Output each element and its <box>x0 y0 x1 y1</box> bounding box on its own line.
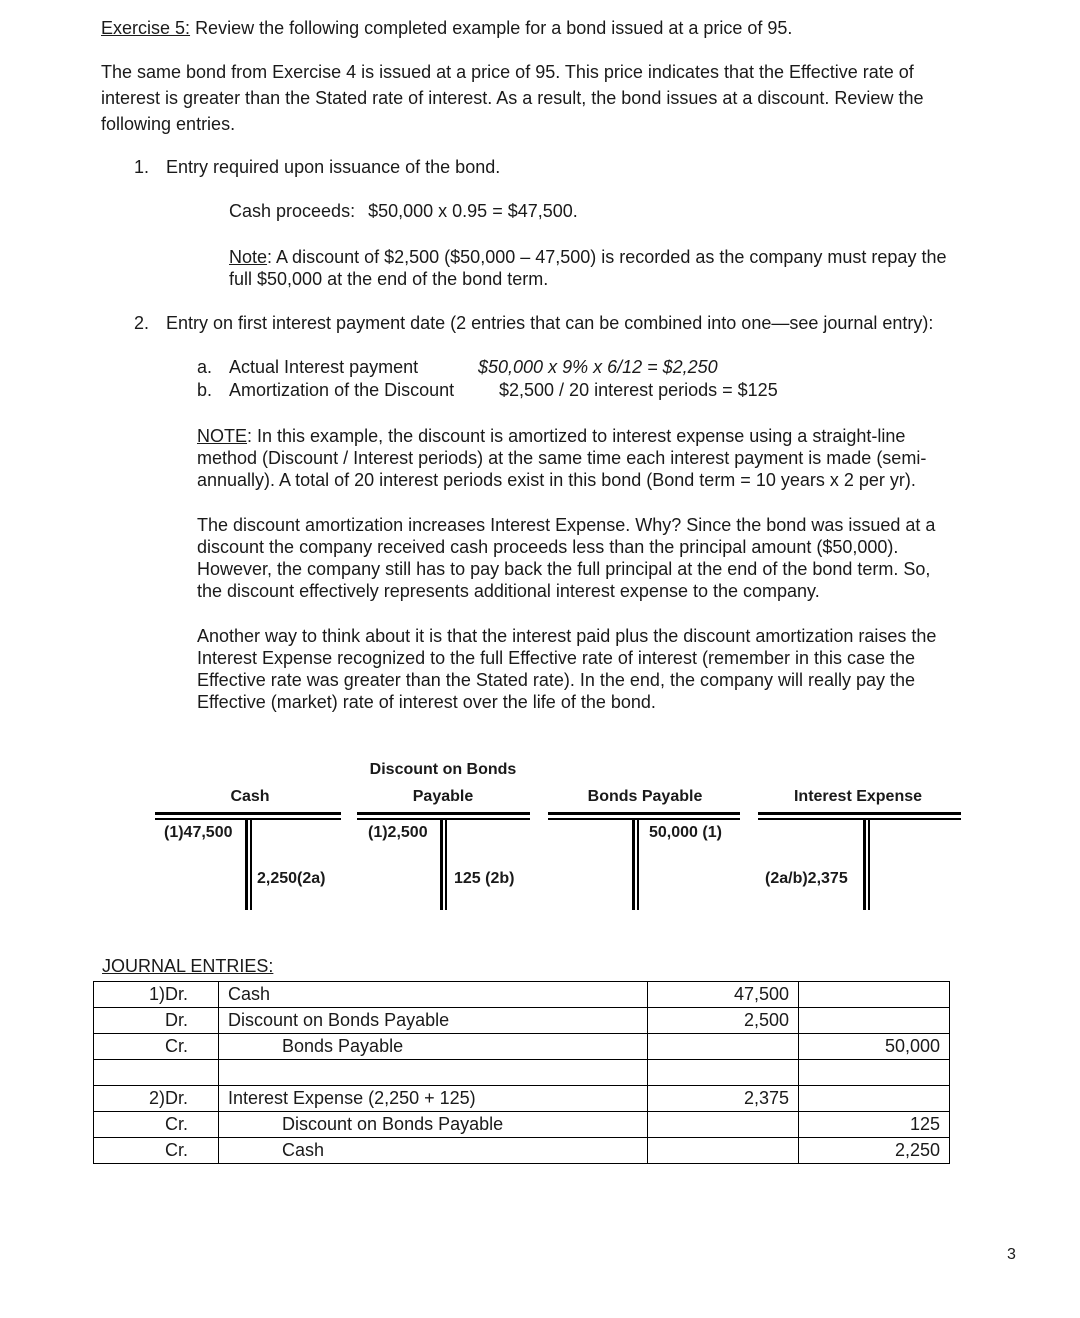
t-account-bonds-title: Bonds Payable <box>587 788 703 805</box>
journal-table <box>93 981 950 1164</box>
effective-rate-line2: Interest Expense recognized to the full Effective rate of interest (remember in this case the <box>197 648 916 668</box>
step2-b <box>197 380 454 401</box>
journal-entry-type: Cr. <box>94 1112 219 1138</box>
cash-proceeds <box>229 201 578 222</box>
discount-explanation-line3: However, the company still has to pay back the full principal at the end of the bond term. So, <box>197 559 931 579</box>
t-account-interest-divider <box>863 818 866 910</box>
effective-rate-line1: Another way to think about it is that the interest paid plus the discount amortization raises the <box>197 626 937 646</box>
step2-a-text: Actual Interest payment <box>229 357 419 377</box>
cash-proceeds-calc: $50,000 x 0.95 = $47,500. <box>368 201 578 221</box>
t-account-cash-debit: (1)47,500 <box>164 824 233 841</box>
journal-debit <box>648 1034 799 1060</box>
t-account-interest-title: Interest Expense <box>793 788 923 805</box>
t-account-cash-title: Cash <box>230 788 270 805</box>
step2-b-calc: $2,500 / 20 interest periods = $125 <box>499 380 778 400</box>
journal-credit: 2,250 <box>799 1138 950 1164</box>
cash-proceeds-label: Cash proceeds: <box>229 201 356 221</box>
journal-entry-type: Dr. <box>94 1008 219 1034</box>
step1-note-label: Note <box>229 247 268 267</box>
journal-credit <box>799 1060 950 1086</box>
journal-row <box>94 1138 950 1164</box>
t-account-bonds-bar <box>548 812 740 815</box>
t-account-discount-title-2: Payable <box>412 788 474 805</box>
discount-explanation <box>197 514 935 602</box>
step2-note-line3: annually). A total of 20 interest periods exist in this bond (Bond term = 10 years x 2 per yr). <box>197 470 916 490</box>
step2-b-text: Amortization of the Discount <box>229 380 455 400</box>
journal-account-text: Cash <box>282 1140 325 1160</box>
journal-account-text: Bonds Payable <box>282 1036 404 1056</box>
t-account-discount-debit: (1)2,500 <box>368 824 428 841</box>
t-account-discount-credit: 125 (2b) <box>454 870 515 887</box>
journal-account <box>219 1034 648 1060</box>
journal-row <box>94 1034 950 1060</box>
exercise-label: Exercise 5: <box>101 18 191 38</box>
journal-account-text: Discount on Bonds Payable <box>282 1114 504 1134</box>
journal-account <box>219 1138 648 1164</box>
journal-entry-type: 1)Dr. <box>94 982 219 1008</box>
journal-debit: 47,500 <box>648 982 799 1008</box>
journal-row <box>94 1060 950 1086</box>
journal-account <box>219 1060 648 1086</box>
journal-row <box>94 1008 950 1034</box>
step2-b-label: b. <box>197 380 213 400</box>
journal-account: Interest Expense (2,250 + 125) <box>219 1086 648 1112</box>
journal-row <box>94 1086 950 1112</box>
step2-note <box>197 425 926 491</box>
step2-note-line2: method (Discount / Interest periods) at the same time each interest payment is made (semi- <box>197 448 927 468</box>
journal-debit <box>648 1138 799 1164</box>
t-account-bonds-divider <box>632 818 635 910</box>
journal-credit <box>799 1086 950 1112</box>
t-account-cash-bar <box>155 812 341 815</box>
journal-credit: 50,000 <box>799 1034 950 1060</box>
journal-debit: 2,375 <box>648 1086 799 1112</box>
page-number: 3 <box>1007 1246 1016 1263</box>
discount-explanation-line2: discount the company received cash proceeds less than the principal amount ($50,000). <box>197 537 899 557</box>
t-account-discount-divider <box>440 818 443 910</box>
step1-note-line1: : A discount of $2,500 ($50,000 – 47,500) is recorded as the company must repay the <box>267 247 947 267</box>
step1-number: 1. <box>134 157 150 177</box>
discount-explanation-line4: the discount effectively represents additional interest expense to the company. <box>197 581 820 601</box>
effective-rate-line3: Effective rate was greater than the Stated rate). In the end, the company will really pay the <box>197 670 916 690</box>
effective-rate-line4: Effective (market) rate of interest over the life of the bond. <box>197 692 656 712</box>
journal-entry-type <box>94 1060 219 1086</box>
journal-account: Cash <box>219 982 648 1008</box>
discount-explanation-line1: The discount amortization increases Interest Expense. Why? Since the bond was issued at a <box>197 515 936 535</box>
journal-account <box>219 1112 648 1138</box>
step2-a <box>197 357 418 378</box>
step2-a-label: a. <box>197 357 213 377</box>
journal-heading: JOURNAL ENTRIES: <box>102 956 274 976</box>
intro-line-2: interest is greater than the Stated rate of interest. As a result, the bond issues at a discount. Review the <box>101 88 924 108</box>
journal-debit <box>648 1112 799 1138</box>
journal-entry-type: Cr. <box>94 1138 219 1164</box>
journal-row <box>94 1112 950 1138</box>
t-account-bonds-credit: 50,000 (1) <box>649 824 722 841</box>
step2-note-line1: : In this example, the discount is amortized to interest expense using a straight-line <box>247 426 906 446</box>
journal-row <box>94 982 950 1008</box>
journal-entry-type: Cr. <box>94 1034 219 1060</box>
journal-account: Discount on Bonds Payable <box>219 1008 648 1034</box>
step1-text: Entry required upon issuance of the bond. <box>166 157 501 177</box>
t-account-discount-bar <box>357 812 530 815</box>
t-account-cash-credit: 2,250(2a) <box>257 870 326 887</box>
journal-debit <box>648 1060 799 1086</box>
t-account-interest-bar <box>758 812 961 815</box>
journal-credit <box>799 1008 950 1034</box>
journal-debit: 2,500 <box>648 1008 799 1034</box>
journal-credit <box>799 982 950 1008</box>
journal-credit: 125 <box>799 1112 950 1138</box>
effective-rate-explanation <box>197 625 936 713</box>
step2-a-calc: $50,000 x 9% x 6/12 = $2,250 <box>478 357 718 377</box>
t-account-discount-title-1: Discount on Bonds <box>369 761 517 778</box>
step1-note-line2: full $50,000 at the end of the bond term. <box>229 269 549 289</box>
t-account-cash-divider <box>245 818 248 910</box>
exercise-heading-text: Review the following completed example for a bond issued at a price of 95. <box>195 18 793 38</box>
step2-text: Entry on first interest payment date (2 entries that can be combined into one—see journal entry): <box>166 313 934 333</box>
step1-note <box>229 246 946 290</box>
exercise-heading <box>101 18 792 39</box>
journal-entry-type: 2)Dr. <box>94 1086 219 1112</box>
t-account-interest-debit: (2a/b)2,375 <box>765 870 848 887</box>
intro-line-1: The same bond from Exercise 4 is issued at a price of 95. This price indicates that the Effective rate of <box>101 62 914 82</box>
intro-line-3: following entries. <box>101 114 236 134</box>
step2-note-label: NOTE <box>197 426 248 446</box>
step2-number: 2. <box>134 313 150 333</box>
